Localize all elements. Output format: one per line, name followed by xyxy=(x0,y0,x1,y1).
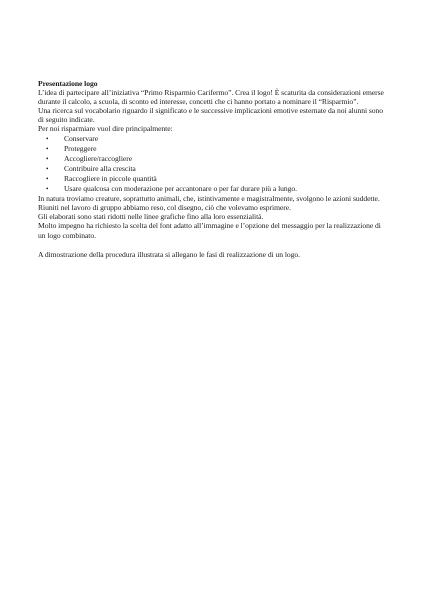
bullet-icon: • xyxy=(46,134,49,143)
document-title: Presentazione logo xyxy=(38,79,98,88)
bullet-icon: • xyxy=(46,154,49,163)
paragraph-research: Una ricerca sul vocabolario riguardo il significato e le successive implicazioni emotive esternate da noi alunni sono di seguito indicate. xyxy=(38,106,384,125)
bullet-icon: • xyxy=(46,164,49,173)
list-item xyxy=(46,184,390,194)
list-item xyxy=(46,174,390,184)
meaning-list xyxy=(38,134,390,195)
bullet-icon: • xyxy=(46,185,49,194)
document-page xyxy=(38,79,390,259)
paragraph-font-choice: Molto impegno ha richiesto la scelta del font adatto all’immagine e l’opzione del messaggio per la realizzazione di un logo combinato. xyxy=(38,221,381,240)
paragraph-list-intro: Per noi risparmiare vuol dire principalmente: xyxy=(38,124,173,134)
paragraph-conclusion: A dimostrazione della procedura illustrata si allegano le fasi di realizzazione di un logo. xyxy=(38,249,300,259)
list-item-text: Accogliere/raccogliere xyxy=(64,153,133,163)
list-item-text: Raccogliere in piccole quantità xyxy=(64,173,157,183)
paragraph-group-work: Riuniti nel lavoro di gruppo abbiamo reso, col disegno, ciò che volevamo esprimere. xyxy=(38,203,291,213)
list-item xyxy=(46,134,390,144)
list-item-text: Conservare xyxy=(64,133,99,143)
paragraph-reduction: Gli elaborati sono stati ridotti nelle linee grafiche fino alla loro essenzialità. xyxy=(38,212,264,222)
list-item-text: Proteggere xyxy=(64,143,97,153)
list-item xyxy=(46,154,390,164)
paragraph-spacer xyxy=(38,240,390,250)
paragraph-intro: L’idea di partecipare all’iniziativa “Primo Risparmio Carifermo”. Crea il logo! È scaturita da considerazioni emerse durante il calcolo, a scuola, di sconto ed interesse, concetti che ci hanno portato a nominare il “Risparmio”. xyxy=(38,88,384,107)
bullet-icon: • xyxy=(46,144,49,153)
paragraph-nature: In natura troviamo creature, soprattutto animali, che, istintivamente e magistralmente, svolgono le azioni suddette. xyxy=(38,194,380,204)
list-item-text: Contribuire alla crescita xyxy=(64,163,136,173)
list-item xyxy=(46,164,390,174)
bullet-icon: • xyxy=(46,174,49,183)
list-item-text: Usare qualcosa con moderazione per accantonare o per far durare più a lungo. xyxy=(64,184,297,194)
list-item xyxy=(46,144,390,154)
